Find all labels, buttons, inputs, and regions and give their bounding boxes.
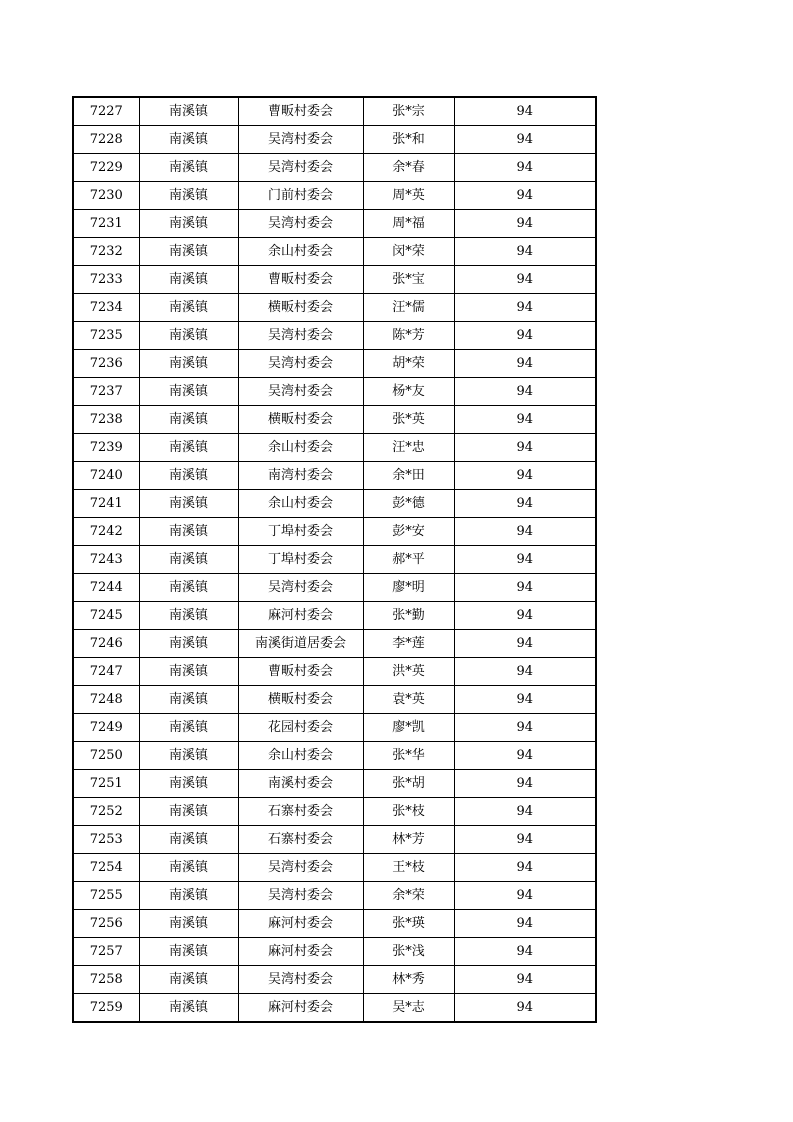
table-row bbox=[73, 350, 596, 378]
cell-name: 王*枝 bbox=[363, 854, 454, 882]
cell-index: 7240 bbox=[73, 462, 139, 490]
cell-age: 94 bbox=[454, 602, 596, 630]
cell-age: 94 bbox=[454, 462, 596, 490]
cell-name: 李*莲 bbox=[363, 630, 454, 658]
cell-index: 7250 bbox=[73, 742, 139, 770]
cell-town: 南溪镇 bbox=[139, 798, 238, 826]
cell-name: 廖*凯 bbox=[363, 714, 454, 742]
cell-name: 林*芳 bbox=[363, 826, 454, 854]
table-row bbox=[73, 154, 596, 182]
cell-town: 南溪镇 bbox=[139, 434, 238, 462]
cell-town: 南溪镇 bbox=[139, 126, 238, 154]
cell-name: 袁*英 bbox=[363, 686, 454, 714]
cell-town: 南溪镇 bbox=[139, 770, 238, 798]
table-row bbox=[73, 826, 596, 854]
cell-town: 南溪镇 bbox=[139, 294, 238, 322]
cell-age: 94 bbox=[454, 154, 596, 182]
cell-town: 南溪镇 bbox=[139, 994, 238, 1023]
cell-index: 7248 bbox=[73, 686, 139, 714]
cell-index: 7237 bbox=[73, 378, 139, 406]
table-row bbox=[73, 714, 596, 742]
cell-town: 南溪镇 bbox=[139, 462, 238, 490]
cell-name: 周*福 bbox=[363, 210, 454, 238]
cell-index: 7236 bbox=[73, 350, 139, 378]
cell-village: 横畈村委会 bbox=[238, 406, 363, 434]
cell-village: 余山村委会 bbox=[238, 490, 363, 518]
cell-name: 洪*英 bbox=[363, 658, 454, 686]
cell-village: 吴湾村委会 bbox=[238, 574, 363, 602]
table-row bbox=[73, 266, 596, 294]
cell-name: 吴*志 bbox=[363, 994, 454, 1023]
cell-name: 郝*平 bbox=[363, 546, 454, 574]
cell-town: 南溪镇 bbox=[139, 182, 238, 210]
cell-town: 南溪镇 bbox=[139, 266, 238, 294]
cell-village: 麻河村委会 bbox=[238, 994, 363, 1023]
cell-name: 张*浅 bbox=[363, 938, 454, 966]
cell-name: 余*春 bbox=[363, 154, 454, 182]
cell-index: 7230 bbox=[73, 182, 139, 210]
table-row bbox=[73, 574, 596, 602]
cell-village: 门前村委会 bbox=[238, 182, 363, 210]
cell-name: 张*华 bbox=[363, 742, 454, 770]
cell-age: 94 bbox=[454, 826, 596, 854]
table-row bbox=[73, 938, 596, 966]
cell-age: 94 bbox=[454, 798, 596, 826]
cell-village: 石寨村委会 bbox=[238, 798, 363, 826]
table-body bbox=[73, 97, 596, 1022]
cell-name: 周*英 bbox=[363, 182, 454, 210]
cell-index: 7255 bbox=[73, 882, 139, 910]
cell-town: 南溪镇 bbox=[139, 406, 238, 434]
cell-village: 横畈村委会 bbox=[238, 294, 363, 322]
cell-name: 彭*德 bbox=[363, 490, 454, 518]
cell-age: 94 bbox=[454, 658, 596, 686]
cell-name: 汪*忠 bbox=[363, 434, 454, 462]
table-row bbox=[73, 490, 596, 518]
cell-village: 余山村委会 bbox=[238, 434, 363, 462]
cell-town: 南溪镇 bbox=[139, 602, 238, 630]
table-row bbox=[73, 798, 596, 826]
table-row bbox=[73, 994, 596, 1023]
cell-name: 张*瑛 bbox=[363, 910, 454, 938]
cell-age: 94 bbox=[454, 182, 596, 210]
table-row bbox=[73, 462, 596, 490]
table-row bbox=[73, 210, 596, 238]
cell-index: 7246 bbox=[73, 630, 139, 658]
cell-age: 94 bbox=[454, 490, 596, 518]
table-row bbox=[73, 630, 596, 658]
table-row bbox=[73, 966, 596, 994]
cell-index: 7257 bbox=[73, 938, 139, 966]
cell-town: 南溪镇 bbox=[139, 630, 238, 658]
cell-town: 南溪镇 bbox=[139, 742, 238, 770]
cell-index: 7241 bbox=[73, 490, 139, 518]
cell-town: 南溪镇 bbox=[139, 378, 238, 406]
table-row bbox=[73, 406, 596, 434]
table-row bbox=[73, 546, 596, 574]
cell-age: 94 bbox=[454, 97, 596, 126]
table-row bbox=[73, 126, 596, 154]
cell-index: 7245 bbox=[73, 602, 139, 630]
table-row bbox=[73, 854, 596, 882]
table-row bbox=[73, 322, 596, 350]
cell-age: 94 bbox=[454, 546, 596, 574]
cell-name: 杨*友 bbox=[363, 378, 454, 406]
cell-name: 张*和 bbox=[363, 126, 454, 154]
cell-town: 南溪镇 bbox=[139, 826, 238, 854]
cell-village: 南溪村委会 bbox=[238, 770, 363, 798]
cell-name: 陈*芳 bbox=[363, 322, 454, 350]
table-row bbox=[73, 658, 596, 686]
cell-village: 横畈村委会 bbox=[238, 686, 363, 714]
cell-village: 吴湾村委会 bbox=[238, 322, 363, 350]
cell-town: 南溪镇 bbox=[139, 686, 238, 714]
cell-index: 7254 bbox=[73, 854, 139, 882]
table-row bbox=[73, 97, 596, 126]
cell-town: 南溪镇 bbox=[139, 154, 238, 182]
table-row bbox=[73, 434, 596, 462]
cell-index: 7259 bbox=[73, 994, 139, 1023]
cell-name: 闵*荣 bbox=[363, 238, 454, 266]
cell-index: 7247 bbox=[73, 658, 139, 686]
cell-index: 7243 bbox=[73, 546, 139, 574]
cell-index: 7232 bbox=[73, 238, 139, 266]
cell-age: 94 bbox=[454, 714, 596, 742]
cell-name: 张*宝 bbox=[363, 266, 454, 294]
cell-age: 94 bbox=[454, 406, 596, 434]
cell-index: 7234 bbox=[73, 294, 139, 322]
table-row bbox=[73, 910, 596, 938]
cell-index: 7233 bbox=[73, 266, 139, 294]
cell-name: 汪*儒 bbox=[363, 294, 454, 322]
cell-index: 7244 bbox=[73, 574, 139, 602]
table-row bbox=[73, 294, 596, 322]
cell-index: 7251 bbox=[73, 770, 139, 798]
cell-town: 南溪镇 bbox=[139, 490, 238, 518]
table-row bbox=[73, 770, 596, 798]
cell-name: 胡*荣 bbox=[363, 350, 454, 378]
cell-index: 7249 bbox=[73, 714, 139, 742]
cell-village: 吴湾村委会 bbox=[238, 854, 363, 882]
table-row bbox=[73, 182, 596, 210]
table-row bbox=[73, 742, 596, 770]
cell-age: 94 bbox=[454, 770, 596, 798]
cell-village: 余山村委会 bbox=[238, 238, 363, 266]
cell-town: 南溪镇 bbox=[139, 658, 238, 686]
cell-village: 麻河村委会 bbox=[238, 602, 363, 630]
cell-age: 94 bbox=[454, 350, 596, 378]
cell-age: 94 bbox=[454, 266, 596, 294]
table-row bbox=[73, 686, 596, 714]
cell-village: 吴湾村委会 bbox=[238, 378, 363, 406]
cell-village: 丁埠村委会 bbox=[238, 518, 363, 546]
cell-town: 南溪镇 bbox=[139, 966, 238, 994]
cell-town: 南溪镇 bbox=[139, 574, 238, 602]
cell-village: 石寨村委会 bbox=[238, 826, 363, 854]
cell-age: 94 bbox=[454, 938, 596, 966]
cell-village: 吴湾村委会 bbox=[238, 350, 363, 378]
table-row bbox=[73, 518, 596, 546]
cell-town: 南溪镇 bbox=[139, 322, 238, 350]
cell-village: 麻河村委会 bbox=[238, 938, 363, 966]
cell-age: 94 bbox=[454, 630, 596, 658]
cell-village: 吴湾村委会 bbox=[238, 210, 363, 238]
cell-age: 94 bbox=[454, 966, 596, 994]
cell-town: 南溪镇 bbox=[139, 938, 238, 966]
cell-town: 南溪镇 bbox=[139, 714, 238, 742]
cell-village: 吴湾村委会 bbox=[238, 882, 363, 910]
cell-village: 麻河村委会 bbox=[238, 910, 363, 938]
cell-age: 94 bbox=[454, 574, 596, 602]
cell-name: 林*秀 bbox=[363, 966, 454, 994]
cell-age: 94 bbox=[454, 882, 596, 910]
table-row bbox=[73, 238, 596, 266]
cell-name: 张*胡 bbox=[363, 770, 454, 798]
cell-name: 余*田 bbox=[363, 462, 454, 490]
cell-name: 张*勤 bbox=[363, 602, 454, 630]
cell-index: 7239 bbox=[73, 434, 139, 462]
cell-village: 丁埠村委会 bbox=[238, 546, 363, 574]
cell-age: 94 bbox=[454, 434, 596, 462]
cell-village: 南湾村委会 bbox=[238, 462, 363, 490]
cell-index: 7256 bbox=[73, 910, 139, 938]
cell-index: 7258 bbox=[73, 966, 139, 994]
cell-name: 张*枝 bbox=[363, 798, 454, 826]
cell-village: 余山村委会 bbox=[238, 742, 363, 770]
cell-age: 94 bbox=[454, 126, 596, 154]
cell-age: 94 bbox=[454, 378, 596, 406]
cell-index: 7253 bbox=[73, 826, 139, 854]
cell-age: 94 bbox=[454, 322, 596, 350]
cell-village: 吴湾村委会 bbox=[238, 126, 363, 154]
cell-village: 曹畈村委会 bbox=[238, 266, 363, 294]
cell-village: 南溪街道居委会 bbox=[238, 630, 363, 658]
cell-name: 张*宗 bbox=[363, 97, 454, 126]
cell-name: 张*英 bbox=[363, 406, 454, 434]
cell-index: 7252 bbox=[73, 798, 139, 826]
cell-index: 7227 bbox=[73, 97, 139, 126]
cell-age: 94 bbox=[454, 994, 596, 1023]
cell-age: 94 bbox=[454, 854, 596, 882]
cell-index: 7228 bbox=[73, 126, 139, 154]
cell-town: 南溪镇 bbox=[139, 546, 238, 574]
cell-village: 吴湾村委会 bbox=[238, 966, 363, 994]
table-row bbox=[73, 378, 596, 406]
cell-index: 7229 bbox=[73, 154, 139, 182]
cell-index: 7231 bbox=[73, 210, 139, 238]
cell-town: 南溪镇 bbox=[139, 97, 238, 126]
cell-village: 曹畈村委会 bbox=[238, 658, 363, 686]
cell-village: 曹畈村委会 bbox=[238, 97, 363, 126]
cell-town: 南溪镇 bbox=[139, 882, 238, 910]
cell-town: 南溪镇 bbox=[139, 210, 238, 238]
cell-index: 7238 bbox=[73, 406, 139, 434]
cell-age: 94 bbox=[454, 210, 596, 238]
table-row bbox=[73, 602, 596, 630]
cell-age: 94 bbox=[454, 742, 596, 770]
cell-name: 廖*明 bbox=[363, 574, 454, 602]
cell-index: 7242 bbox=[73, 518, 139, 546]
data-table bbox=[72, 96, 597, 1023]
cell-age: 94 bbox=[454, 238, 596, 266]
cell-age: 94 bbox=[454, 518, 596, 546]
cell-town: 南溪镇 bbox=[139, 854, 238, 882]
cell-age: 94 bbox=[454, 294, 596, 322]
cell-name: 彭*安 bbox=[363, 518, 454, 546]
table-row bbox=[73, 882, 596, 910]
cell-town: 南溪镇 bbox=[139, 518, 238, 546]
cell-age: 94 bbox=[454, 686, 596, 714]
cell-index: 7235 bbox=[73, 322, 139, 350]
cell-village: 花园村委会 bbox=[238, 714, 363, 742]
cell-town: 南溪镇 bbox=[139, 238, 238, 266]
cell-town: 南溪镇 bbox=[139, 350, 238, 378]
cell-name: 余*荣 bbox=[363, 882, 454, 910]
cell-town: 南溪镇 bbox=[139, 910, 238, 938]
cell-village: 吴湾村委会 bbox=[238, 154, 363, 182]
cell-age: 94 bbox=[454, 910, 596, 938]
